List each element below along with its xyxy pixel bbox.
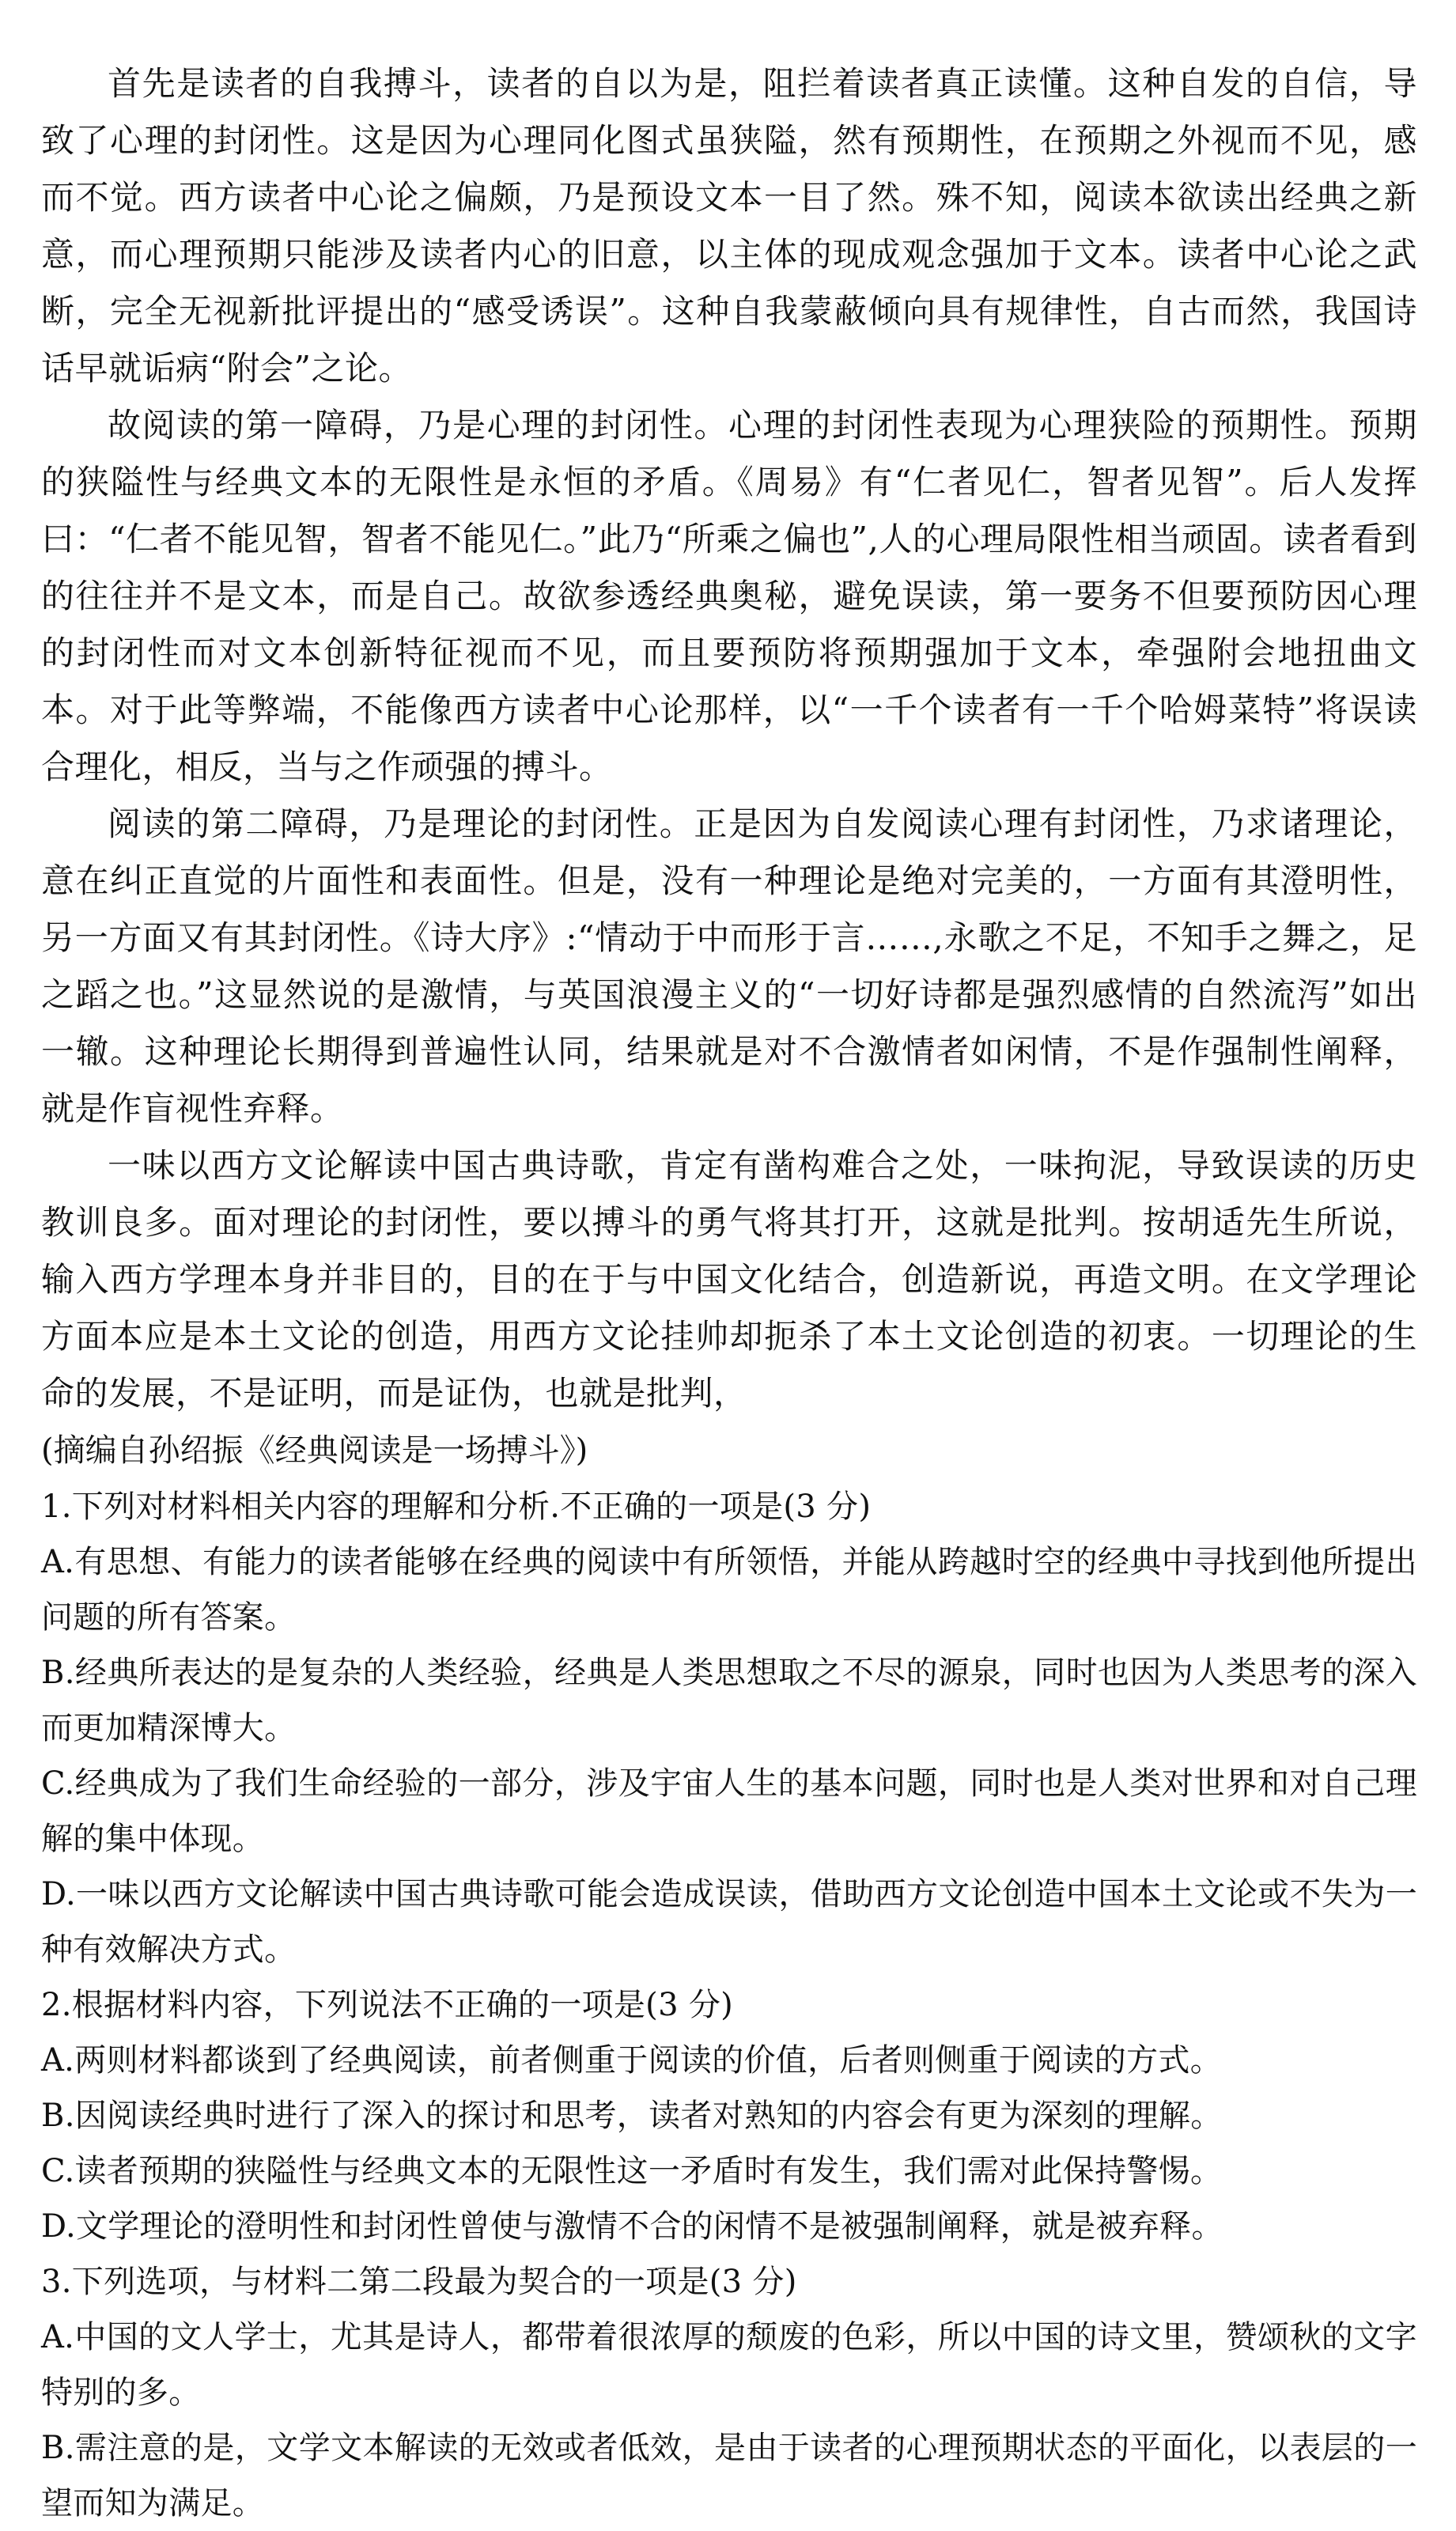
question-2-option-d: D.文学理论的澄明性和封闭性曾使与激情不合的闲情不是被强制阐释，就是被弃释。	[41, 2208, 1223, 2245]
question-1-option-c: C.经典成为了我们生命经验的一部分，涉及宇宙人生的基本问题，同时也是人类对世界和对自己理解的集中体现。	[41, 1765, 1417, 1857]
question-1-option-a: A.有思想、有能力的读者能够在经典的阅读中有所领悟，并能从跨越时空的经典中寻找到他所提出问题的所有答案。	[41, 1544, 1417, 1636]
question-3-title: 3.下列选项，与材料二第二段最为契合的一项是(3 分)	[41, 2264, 797, 2300]
question-1	[41, 1479, 1417, 1977]
body-paragraph-2: 故阅读的第一障碍，乃是心理的封闭性。心理的封闭性表现为心理狭险的预期性。预期的狭隘性与经典文本的无限性是永恒的矛盾。《周易》有“仁者见仁，智者见智”。后人发挥曰：“仁者不能见智，智者不能见仁。”此乃“所乘之偏也”,人的心理局限性相当顽固。读者看到的往往并不是文本，而是自己。故欲参透经典奥秘，避免误读，第一要务不但要预防因心理的封闭性而对文本创新特征视而不见，而且要预防将预期强加于文本，牵强附会地扭曲文本。对于此等弊端，不能像西方读者中心论那样，以“一千个读者有一千个哈姆菜特”将误读合理化，相反，当与之作顽强的搏斗。	[41, 406, 1417, 786]
question-3-option-b: B.需注意的是，文学文本解读的无效或者低效，是由于读者的心理预期状态的平面化，以表层的一望而知为满足。	[41, 2430, 1417, 2522]
question-2-option-c: C.读者预期的狭隘性与经典文本的无限性这一矛盾时有发生，我们需对此保持警惕。	[41, 2153, 1223, 2189]
question-2	[41, 1977, 1417, 2254]
source-citation: (摘编自孙绍振《经典阅读是一场搏斗》)	[41, 1432, 588, 1469]
question-1-title: 1.下列对材料相关内容的理解和分析.不正确的一项是(3 分)	[41, 1489, 872, 1525]
body-paragraph-4: 一味以西方文论解读中国古典诗歌，肯定有凿构难合之处，一味拘泥，导致误读的历史教训良多。面对理论的封闭性，要以搏斗的勇气将其打开，这就是批判。按胡适先生所说，输入西方学理本身并非目的，目的在于与中国文化结合，创造新说，再造文明。在文学理论方面本应是本土文论的创造，用西方文论挂帅却扼杀了本土文论创造的初衷。一切理论的生命的发展，不是证明，而是证伪，也就是批判，	[41, 1146, 1417, 1413]
question-3	[41, 2254, 1417, 2531]
question-1-option-d: D.一味以西方文论解读中国古典诗歌可能会造成误读，借助西方文论创造中国本土文论或不失为一种有效解决方式。	[41, 1876, 1417, 1968]
question-1-option-b: B.经典所表达的是复杂的人类经验，经典是人类思想取之不尽的源泉，同时也因为人类思考的深入而更加精深博大。	[41, 1655, 1417, 1746]
document-page	[41, 55, 1417, 2531]
question-2-title: 2.根据材料内容，下列说法不正确的一项是(3 分)	[41, 1987, 734, 2023]
question-2-option-b: B.因阅读经典时进行了深入的探讨和思考，读者对熟知的内容会有更为深刻的理解。	[41, 2098, 1223, 2134]
body-paragraph-1: 首先是读者的自我搏斗，读者的自以为是，阻拦着读者真正读懂。这种自发的自信，导致了心理的封闭性。这是因为心理同化图式虽狭隘，然有预期性，在预期之外视而不见，感而不觉。西方读者中心论之偏颇，乃是预设文本一目了然。殊不知，阅读本欲读出经典之新意，而心理预期只能涉及读者内心的旧意，以主体的现成观念强加于文本。读者中心论之武断，完全无视新批评提出的“感受诱误”。这种自我蒙蔽倾向具有规律性，自古而然，我国诗话早就诟病“附会”之论。	[41, 64, 1417, 388]
question-3-option-a: A.中国的文人学士，尤其是诗人，都带着很浓厚的颓废的色彩，所以中国的诗文里，赞颂秋的文字特别的多。	[41, 2319, 1417, 2411]
question-2-option-a: A.两则材料都谈到了经典阅读，前者侧重于阅读的价值，后者则侧重于阅读的方式。	[41, 2042, 1222, 2079]
body-paragraph-3: 阅读的第二障碍，乃是理论的封闭性。正是因为自发阅读心理有封闭性，乃求诸理论，意在纠正直觉的片面性和表面性。但是，没有一种理论是绝对完美的，一方面有其澄明性，另一方面又有其封闭性。《诗大序》:“情动于中而形于言……,永歌之不足，不知手之舞之，足之蹈之也。”这显然说的是激情，与英国浪漫主义的“一切好诗都是强烈感情的自然流泻”如出一辙。这种理论长期得到普遍性认同，结果就是对不合激情者如闲情，不是作强制性阐释，就是作盲视性弃释。	[41, 804, 1417, 1128]
